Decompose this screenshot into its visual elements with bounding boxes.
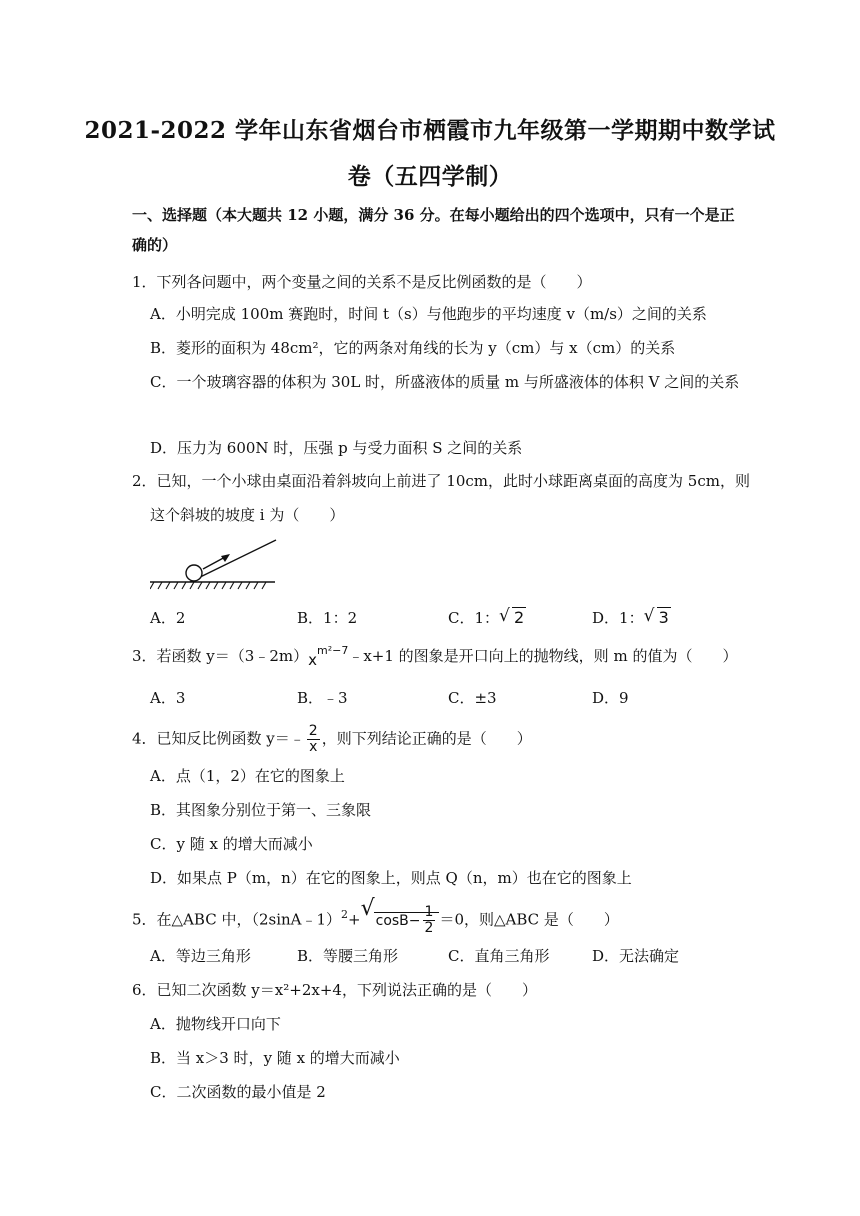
q1-option-b: B．菱形的面积为 48cm²，它的两条对角线的长为 y（cm）与 x（cm）的关系 [150,339,676,357]
q4-fraction [307,724,320,755]
q3-power-base: x [308,651,317,669]
q4-stem [132,724,532,755]
q5-option-d: D．无法确定 [592,947,680,965]
q6-option-b: B．当 x＞3 时，y 随 x 的增大而减小 [150,1049,400,1067]
q2-option-b: B．1：2 [297,609,358,627]
q4-stem-before: 4．已知反比例函数 y＝﹣ [132,729,305,748]
q3-stem-before: 3．若函数 y＝（3﹣2m） [132,647,309,665]
q1-option-a: A．小明完成 100m 赛跑时，时间 t（s）与他跑步的平均速度 v（m/s）之间的关系 [150,305,707,323]
q4-fraction-numerator: 2 [308,723,318,739]
q4-option-c: C．y 随 x 的增大而减小 [150,835,313,853]
q3-stem [132,646,737,668]
q4-option-d: D．如果点 P（m，n）在它的图象上，则点 Q（n，m）也在它的图象上 [150,869,632,887]
q5-option-a: A．等边三角形 [150,947,251,965]
sqrt-symbol: √ 3 [643,606,669,627]
q5-stem-after: ＝0，则△ABC 是（ ） [439,910,619,929]
q2-stem-line1: 2．已知，一个小球由桌面沿着斜坡向上前进了 10cm，此时小球距离桌面的高度为 5cm，则 [132,472,750,490]
q2-option-d [592,608,671,628]
q2-option-c-radicand: 2 [514,608,525,627]
q5-plus: + [348,910,361,929]
q1-option-c: C．一个玻璃容器的体积为 30L 时，所盛液体的质量 m 与所盛液体的体积 V 之间的关系 [150,373,740,391]
q3-exponent: m²−7 [317,644,349,657]
slope-ball-diagram [150,536,280,592]
motion-arrow-head [221,554,230,562]
q4-fraction-denominator: x [309,739,318,755]
section-heading-line1: 一、选择题（本大题共 12 小题，满分 36 分。在每小题给出的四个选项中，只有一个是正 [132,206,735,224]
section-heading-line2: 确的） [132,236,178,254]
ball-circle [186,565,202,581]
q5-radicand: cosB− [375,912,421,929]
q3-option-c: C．±3 [448,689,497,707]
sqrt-symbol: √ 2 [499,606,525,627]
exam-title-line1: 2021-2022 学年山东省烟台市栖霞市九年级第一学期期中数学试 [84,117,776,144]
q1-option-d: D．压力为 600N 时，压强 p 与受力面积 S 之间的关系 [150,439,523,457]
q5-fraction [423,905,436,936]
q5-option-c: C．直角三角形 [448,947,550,965]
q2-option-a: A．2 [150,609,186,627]
table-hatching [150,582,266,589]
q6-option-a: A．抛物线开口向下 [150,1015,281,1033]
q4-option-a: A．点（1，2）在它的图象上 [150,767,345,785]
q2-stem-line2: 这个斜坡的坡度 i 为（ ） [150,506,345,524]
q2-option-c-prefix: C．1： [448,609,500,627]
q6-option-c: C．二次函数的最小值是 2 [150,1083,326,1101]
q5-stem [132,896,619,936]
q4-option-b: B．其图象分别位于第一、三象限 [150,801,372,819]
q5-option-b: B．等腰三角形 [297,947,399,965]
slope-line [190,540,276,582]
q6-stem: 6．已知二次函数 y＝x²+2x+4，下列说法正确的是（ ） [132,981,537,999]
q1-stem: 1．下列各问题中，两个变量之间的关系不是反比例函数的是（ ） [132,273,592,291]
q5-fraction-denominator: 2 [424,920,434,936]
q5-power: 2 [341,907,349,921]
q2-option-d-prefix: D．1： [592,609,644,627]
q2-option-c [448,608,526,628]
q5-fraction-numerator: 1 [424,904,434,920]
q3-option-b: B．﹣3 [297,689,348,707]
q2-option-d-radicand: 3 [658,608,669,627]
sqrt-symbol: √ cosB− $\frac{1}{2}$ [361,905,440,936]
q4-stem-after: ，则下列结论正确的是（ ） [321,729,532,748]
q5-stem-before: 5．在△ABC 中，（2sinA﹣1） [132,910,342,929]
q3-stem-after: ﹣x+1 的图象是开口向上的抛物线，则 m 的值为（ ） [348,647,738,665]
q3-option-a: A．3 [150,689,186,707]
q3-option-d: D．9 [592,689,629,707]
exam-title-line2: 卷（五四学制） [347,163,513,190]
